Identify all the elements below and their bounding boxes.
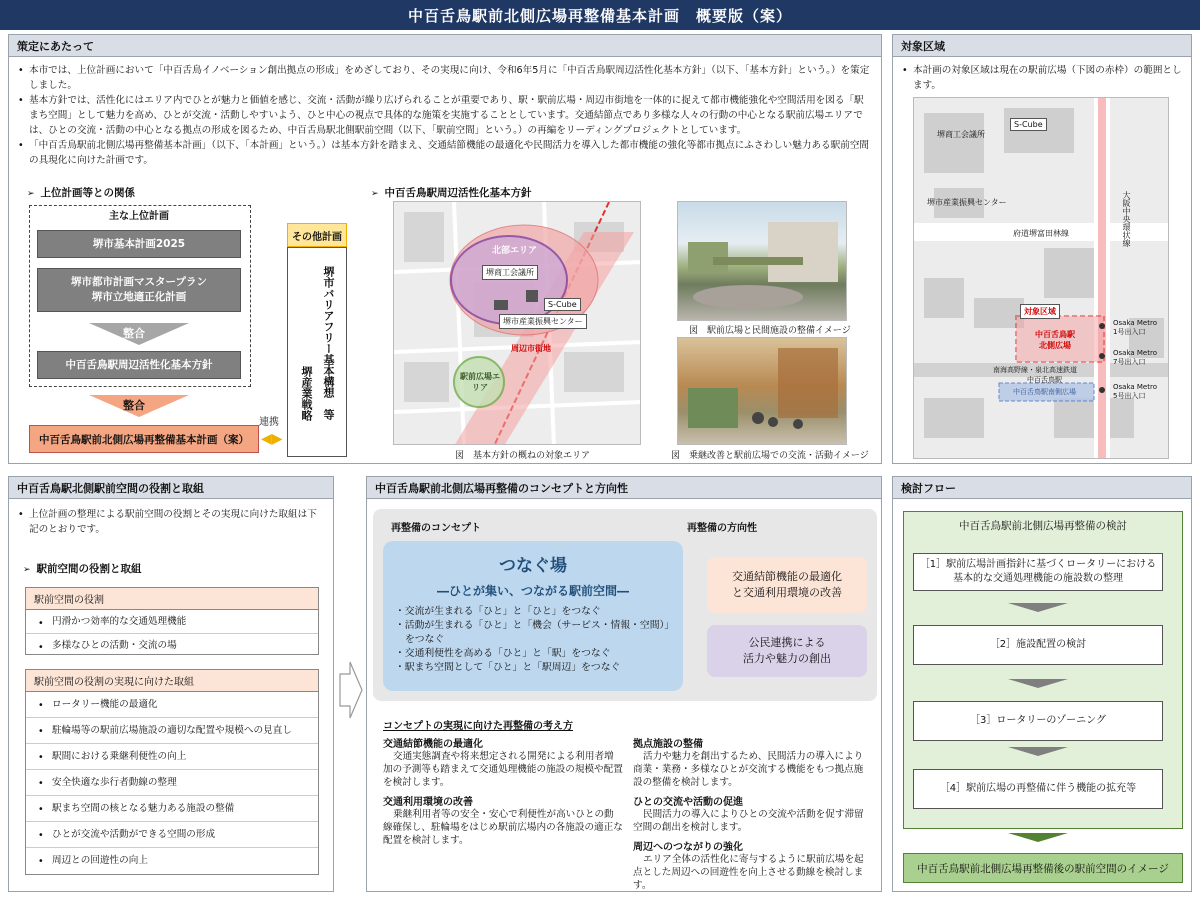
point-title: 交通結節機能の最適化	[383, 739, 483, 750]
integrate-label: 整合	[123, 327, 145, 340]
map-label: 南海高野線・泉北高速鉄道	[993, 366, 1077, 374]
list-item: ・駅まち空間として「ひと」と「駅周辺」をつなぐ	[395, 662, 621, 673]
action-box	[25, 669, 319, 875]
panel-heading: 中百舌鳥駅前北側広場再整備のコンセプトと方向性	[367, 477, 881, 499]
list-item: • 本市では、上位計画において「中百舌鳥イノベーション創出拠点の形成」をめざしており、その実現に向け、令和6年5月に「中百舌鳥駅周辺活性化基本方針」（以下、「基本方針」という。）を策定しました。	[15, 63, 871, 93]
policy-title-text: 中百舌鳥駅周辺活性化基本方針	[384, 187, 532, 199]
list-item: ・交通利便性を高める「ひと」と「駅」をつなぐ	[395, 648, 611, 659]
other-plan-item: 堺産業戦略	[300, 366, 313, 421]
relation-title: ➢ 上位計画等との関係	[27, 187, 136, 199]
list-item: • 駅まち空間の核となる魅力ある施設の整備	[26, 796, 318, 822]
list-item: • 上位計画の整理による駅前空間の役割とその実現に向けた取組は下記のとおりです。	[15, 507, 323, 537]
flow-top: 中百舌鳥駅前北側広場再整備の検討	[959, 519, 1127, 532]
plaza-image	[677, 201, 847, 321]
plan-box: 中百舌鳥駅周辺活性化基本方針	[37, 351, 241, 379]
intro-list	[9, 57, 881, 168]
link-label: 連携	[259, 417, 279, 428]
list-item-text: 駅まち空間として「ひと」と「駅周辺」をつなぐ	[404, 662, 621, 673]
flow-arrow-icon	[1008, 679, 1068, 688]
map-label: 対象区域	[1020, 304, 1060, 319]
point-text: 交通実態調査や将来想定される開発による利用者増加の予測等も踏まえて交通処理機能の施設の規模や配置を検討します。	[383, 751, 623, 788]
point-title: ひとの交流や活動の促進	[633, 797, 743, 808]
map-label: 堺市産業振興センター	[927, 198, 1007, 207]
flow-arrow-icon	[1008, 747, 1068, 756]
map-label: 北部エリア	[492, 246, 538, 256]
map-label: Osaka Metro 1号出入口	[1113, 319, 1157, 336]
panel-background	[366, 476, 882, 892]
action-box-heading: 駅前空間の役割の実現に向けた取組	[26, 670, 318, 692]
double-arrow-icon: ◀▶	[261, 431, 283, 447]
map-label: 大阪中央環状線	[1122, 191, 1131, 247]
map-label: 府道堺富田林線	[1013, 229, 1069, 238]
point-text: 乗継利用者等の安全・安心で利便性が高いひとの動線確保し、駐輪場をはじめ駅前広場内の各施設の適正な配置を検討します。	[383, 809, 623, 846]
role-intro-list	[9, 499, 333, 537]
concept-title: つなぐ場	[499, 556, 567, 576]
list-item: • 「中百舌鳥駅前北側広場再整備基本計画」（以下、「本計画」という。）は基本方針を踏まえ、交通結節機能の最適化や民間活力を導入した都市機能の強化等都市拠点にふさわしい魅力ある駅前空間の具現化に向けた計画です。	[15, 138, 871, 168]
activity-image	[677, 337, 847, 445]
role-box-heading: 駅前空間の役割	[26, 588, 318, 610]
plan-box-main: 中百舌鳥駅前北側広場再整備基本計画（案）	[29, 425, 259, 453]
point-title: 周辺へのつながりの強化	[633, 842, 743, 853]
panel-heading: 策定にあたって	[9, 35, 881, 57]
list-item: • ひとが交流や活動ができる空間の形成	[26, 822, 318, 848]
map-label: 駅前広場エリア	[460, 372, 500, 392]
map-label: Osaka Metro 7号出入口	[1113, 349, 1157, 366]
list-item: ・活動が生まれる「ひと」と「機会（サービス・情報・空間）」をつなぐ	[395, 620, 670, 645]
role-box	[25, 587, 319, 655]
relation-title-text: 上位計画等との関係	[40, 187, 136, 199]
role-subtitle-text: 駅前空間の役割と取組	[36, 563, 142, 575]
concept-box	[383, 541, 683, 691]
panel-background	[8, 34, 882, 464]
list-item: • 円滑かつ効率的な交通処理機能	[26, 610, 318, 634]
point-text: 活力や魅力を創出するため、民間活力の導入により商業・業務・多様なひとが交流する機能をもつ拠点施設の整備を検討します。	[633, 751, 864, 788]
concept-subtitle: ―ひとが集い、つながる駅前空間―	[436, 584, 629, 598]
approach-column	[633, 731, 869, 892]
plan-box	[37, 268, 241, 312]
figure-caption: 図 基本方針の概ねの対象エリア	[455, 451, 591, 461]
target-list	[893, 57, 1191, 93]
panel-heading: 中百舌鳥駅北側駅前空間の役割と取組	[9, 477, 333, 499]
list-item-text: 活動が生まれる「ひと」と「機会（サービス・情報・空間）」をつなぐ	[404, 620, 670, 645]
point-title: 交通利用環境の改善	[383, 797, 473, 808]
flow-step: ［3］ロータリーのゾーニング	[913, 701, 1163, 741]
map-label: S-Cube	[1010, 118, 1047, 131]
map-label: 堺商工会議所	[937, 130, 985, 139]
concept-label: 再整備のコンセプト	[391, 523, 481, 534]
direction-box: 交通結節機能の最適化 と交通利用環境の改善	[707, 557, 867, 613]
other-plan-title: その他計画	[287, 223, 347, 247]
map-label: 周辺市街地	[511, 344, 551, 353]
upper-plan-label: 主な上位計画	[109, 211, 169, 222]
panel-background	[8, 476, 334, 892]
plan-box: 堺市基本計画2025	[37, 230, 241, 258]
map-label: Osaka Metro 5号出入口	[1113, 383, 1157, 400]
figure-caption: 図 乗継改善と駅前広場での交流・活動イメージ	[671, 451, 869, 461]
policy-title: ➢ 中百舌鳥駅周辺活性化基本方針	[371, 187, 532, 199]
list-item: ・交流が生まれる「ひと」と「ひと」をつなぐ	[395, 606, 601, 617]
list-item: • ロータリー機能の最適化	[26, 692, 318, 718]
role-list	[26, 610, 318, 657]
flow-arrow-icon	[338, 660, 364, 720]
panel-heading: 検討フロー	[893, 477, 1191, 499]
flow-step: ［2］施設配置の検討	[913, 625, 1163, 665]
panel-background	[892, 34, 1192, 464]
map-label: 堺市産業振興センター	[499, 314, 587, 329]
target-map-drawing	[914, 98, 1169, 459]
map-label: 堺商工会議所	[482, 265, 538, 280]
list-item: • 基本方針では、活性化にはエリア内でひとが魅力と価値を感じ、交流・活動が繰り広げられることが重要であり、駅・駅前広場・周辺市街地を一体的に捉えて都市機能強化や空間活用を図る「駅まち空間」として魅力を高め、ひとが交流・活動しやすいよう、ひと中心の視点で具体的な施策を実施することとしています。交通結節点であり多様な人々の行動の中心となる駅前広場エリアでは、ひとの交流・活動の中心となる拠点の形成を図るため、中百舌鳥駅北側駅前空間（以下、「駅前空間」という。）の再編をリーディングプロジェクトとしています。	[15, 93, 871, 138]
list-item: • 多様なひとの活動・交流の場	[26, 634, 318, 657]
flow-step: ［1］駅前広場計画指針に基づくロータリーにおける 基本的な交通処理機能の施設数の整理	[913, 553, 1163, 591]
map-label: S-Cube	[544, 298, 581, 311]
point-title: 拠点施設の整備	[633, 739, 703, 750]
direction-label: 再整備の方向性	[687, 523, 757, 534]
page-title: 中百舌鳥駅前北側広場再整備基本計画 概要版（案）	[0, 0, 1200, 30]
policy-map	[393, 201, 641, 445]
figure-caption: 図 駅前広場と民間施設の整備イメージ	[689, 326, 851, 336]
approach-column	[383, 731, 623, 847]
plan-box-line: 堺市立地適正化計画	[91, 291, 187, 303]
panel-background	[892, 476, 1192, 892]
other-plan-box	[287, 247, 347, 457]
list-item: • 駅間における乗継利便性の向上	[26, 744, 318, 770]
map-label: 中百舌鳥駅	[1027, 376, 1062, 384]
point-text: エリア全体の活性化に寄与するように駅前広場を起点とした周辺への回遊性を向上させる動線を検討します。	[633, 854, 864, 891]
approach-title: コンセプトの実現に向けた再整備の考え方	[383, 721, 573, 732]
flow-arrow-icon	[1008, 603, 1068, 612]
plaza-image-drawing	[678, 202, 848, 322]
plan-box-line: 堺市都市計画マスタープラン	[71, 276, 207, 288]
map-label: 中百舌鳥駅南側広場	[1013, 388, 1076, 396]
activity-image-drawing	[678, 338, 848, 446]
point-text: 民間活力の導入によりひとの交流や活動を促す滞留空間の創出を検討します。	[633, 809, 864, 833]
list-item: • 周辺との回遊性の向上	[26, 848, 318, 873]
target-map	[913, 97, 1169, 459]
list-item: • 本計画の対象区域は現在の駅前広場（下図の赤枠）の範囲とします。	[899, 63, 1183, 93]
list-item: • 安全快適な歩行者動線の整理	[26, 770, 318, 796]
direction-box: 公民連携による 活力や魅力の創出	[707, 625, 867, 677]
flow-arrow-icon	[1008, 833, 1068, 842]
flow-step: ［4］駅前広場の再整備に伴う機能の拡充等	[913, 769, 1163, 809]
list-item: • 駐輪場等の駅前広場施設の適切な配置や規模への見直し	[26, 718, 318, 744]
map-label: 中百舌鳥駅 北側広場	[1035, 330, 1075, 350]
integrate-label: 整合	[123, 399, 145, 412]
flow-result: 中百舌鳥駅前北側広場再整備後の駅前空間のイメージ	[903, 853, 1183, 883]
concept-list	[395, 605, 683, 675]
panel-heading: 対象区域	[893, 35, 1191, 57]
list-item-text: 交通利便性を高める「ひと」と「駅」をつなぐ	[404, 648, 611, 659]
other-plan-item: 堺市バリアフリー基本構想 等	[322, 266, 335, 420]
action-list	[26, 692, 318, 873]
role-subtitle: ➢ 駅前空間の役割と取組	[23, 563, 142, 575]
list-item-text: 交流が生まれる「ひと」と「ひと」をつなぐ	[404, 606, 601, 617]
